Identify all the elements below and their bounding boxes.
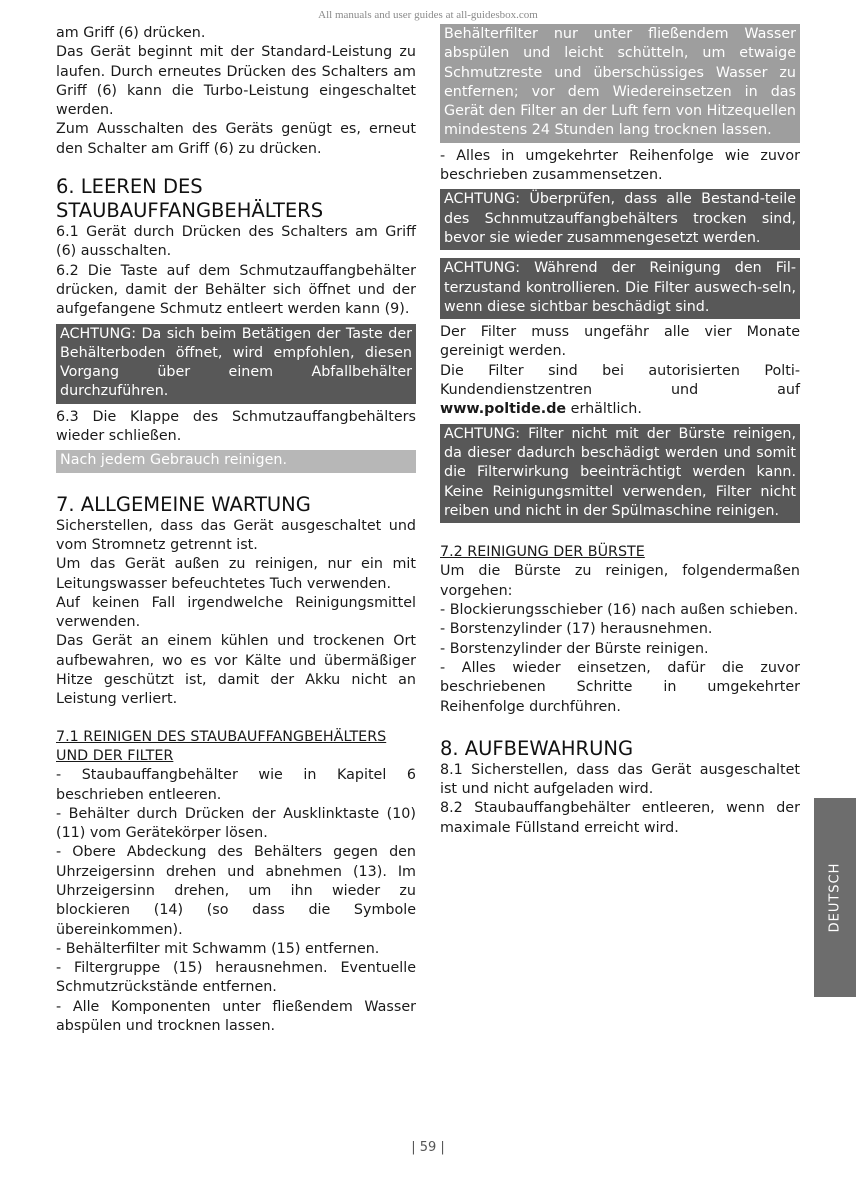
watermark: All manuals and user guides at all-guidesbox.com bbox=[318, 9, 538, 21]
warning-box-dry-parts: ACHTUNG: Überprüfen, dass alle Bestand-teile des Schnmutzauffangbehälters trocken sind, bevor sie wieder zusammengesetzt werden. bbox=[440, 189, 800, 250]
intro-paragraph: Zum Ausschalten des Geräts genügt es, erneut den Schalter am Griff (6) zu drücken. bbox=[56, 121, 416, 157]
cleaning-step: - Filtergruppe (15) herausnehmen. Eventuelle Schmutzrückstände entfernen. bbox=[56, 960, 416, 996]
warning-box-container-open: ACHTUNG: Da sich beim Betätigen der Taste der Behälterboden öffnet, wird empfohlen, diesen Vorgang über einem Abfallbehälter durchzuführen. bbox=[56, 324, 416, 404]
warning-box-filter-check: ACHTUNG: Während der Reinigung den Fil-terzustand kontrollieren. Die Filter auswech-seln, wenn diese sichtbar beschädigt sind. bbox=[440, 258, 800, 319]
left-column bbox=[56, 24, 416, 1036]
warning-box-filter-cleaning: ACHTUNG: Filter nicht mit der Bürste reinigen, da dieser dadurch beschädigt werden und somit die Filterwirkung beeinträchtigt werden kann. Keine Reinigungsmittel verwenden, Filter nicht reiben und nicht in der Spülmaschine reinigen. bbox=[440, 424, 800, 523]
note-box-clean-after-use: Nach jedem Gebrauch reinigen. bbox=[56, 450, 416, 472]
maintenance-paragraph: Um das Gerät außen zu reinigen, nur ein mit Leitungswasser befeuchtetes Tuch verwenden. bbox=[56, 556, 416, 592]
brush-step: - Blockierungsschieber (16) nach außen schieben. bbox=[440, 602, 799, 619]
reassemble-step: - Alles in umgekehrter Reihenfolge wie zuvor beschrieben zusammensetzen. bbox=[440, 147, 800, 184]
maintenance-paragraph: Auf keinen Fall irgendwelche Reinigungsmittel verwenden. bbox=[56, 594, 416, 631]
section-7-heading: 7. ALLGEMEINE WARTUNG bbox=[56, 492, 311, 516]
right-column bbox=[440, 24, 800, 838]
language-tab-label: DEUTSCH bbox=[827, 862, 843, 933]
intro-line: am Griff (6) drücken. bbox=[56, 25, 206, 41]
intro-paragraph: Das Gerät beginnt mit der Standard-Leistung zu laufen. Durch erneutes Drücken des Schalters am Griff (6) kann die Turbo-Leistung eingeschaltet werden. bbox=[56, 44, 416, 119]
step-6-1: 6.1 Gerät durch Drücken des Schalters am Griff (6) ausschalten. bbox=[56, 224, 416, 260]
filter-availability-suffix: erhältlich. bbox=[566, 401, 642, 418]
cleaning-step: - Behälter durch Drücken der Ausklinktaste (10)(11) vom Gerätekörper lösen. bbox=[56, 805, 416, 842]
section-8-heading: 8. AUFBEWAHRUNG bbox=[440, 736, 634, 760]
brush-step: - Alles wieder einsetzen, dafür die zuvor beschriebenen Schritte in umgekehrter Reihenfolge durchführen. bbox=[440, 659, 800, 715]
step-6-2: 6.2 Die Taste auf dem Schmutzauffangbehälter drücken, damit der Behälter sich öffnet und der aufgefangene Schmutz entleert werden kann (9). bbox=[56, 262, 416, 318]
brush-step: - Borstenzylinder der Bürste reinigen. bbox=[440, 640, 709, 657]
cleaning-step: - Staubauffangbehälter wie in Kapitel 6 beschrieben entleeren. bbox=[56, 767, 416, 803]
filter-availability-text: Die Filter sind bei autorisierten Polti-Kundendienstzentren und auf bbox=[440, 362, 800, 399]
language-tab bbox=[814, 798, 856, 997]
filter-availability-link-line bbox=[440, 400, 800, 419]
section-6-heading: 6. LEEREN DES STAUBAUFFANGBEHÄLTERS bbox=[56, 175, 324, 223]
step-6-3: 6.3 Die Klappe des Schmutzauffangbehälters wieder schließen. bbox=[56, 408, 416, 445]
cleaning-step: - Obere Abdeckung des Behälters gegen den Uhrzeigersinn drehen und abnehmen (13). Im Uhrzeigersinn drehen, um ihn wieder zu blockieren (14) (so dass die Symbole übereinkommen). bbox=[56, 844, 416, 938]
cleaning-step: - Alle Komponenten unter fließendem Wasser abspülen und trocknen lassen. bbox=[56, 998, 416, 1035]
page-number: | 59 | bbox=[411, 1140, 445, 1155]
storage-step: 8.2 Staubauffangbehälter entleeren, wenn der maximale Füllstand erreicht wird. bbox=[440, 800, 800, 836]
brush-step: - Borstenzylinder (17) herausnehmen. bbox=[440, 621, 713, 638]
maintenance-paragraph: Sicherstellen, dass das Gerät ausgeschaltet und vom Stromnetz getrennt ist. bbox=[56, 517, 416, 553]
website-link[interactable]: www.poltide.de bbox=[440, 401, 567, 418]
cleaning-step: - Behälterfilter mit Schwamm (15) entfernen. bbox=[56, 940, 380, 957]
storage-step: 8.1 Sicherstellen, dass das Gerät ausgeschaltet ist und nicht aufgeladen wird. bbox=[440, 761, 800, 798]
subsection-7-1-heading: 7.1 REINIGEN DES STAUBAUFFANGBEHÄLTERS UND DER FILTER bbox=[56, 728, 387, 764]
brush-step: Um die Bürste zu reinigen, folgendermaßen vorgehen: bbox=[440, 563, 800, 599]
maintenance-paragraph: Das Gerät an einem kühlen und trockenen Ort aufbewahren, wo es vor Kälte und übermäßiger Hitze geschützt ist, damit der Akku nicht an Leistung verliert. bbox=[56, 633, 416, 708]
filter-interval-text: Der Filter muss ungefähr alle vier Monate gereinigt werden. bbox=[440, 324, 800, 360]
filter-info-box: Behälterfilter nur unter fließendem Wasser abspülen und leicht schütteln, um etwaige Schmutzreste und überschüssiges Wasser zu entfernen; vor dem Wiedereinsetzen in das Gerät den Filter an der Luft fern von Hitzequellen mindestens 24 Stunden lang trocknen lassen. bbox=[440, 24, 800, 143]
subsection-7-2-heading: 7.2 REINIGUNG DER BÜRSTE bbox=[440, 544, 645, 561]
